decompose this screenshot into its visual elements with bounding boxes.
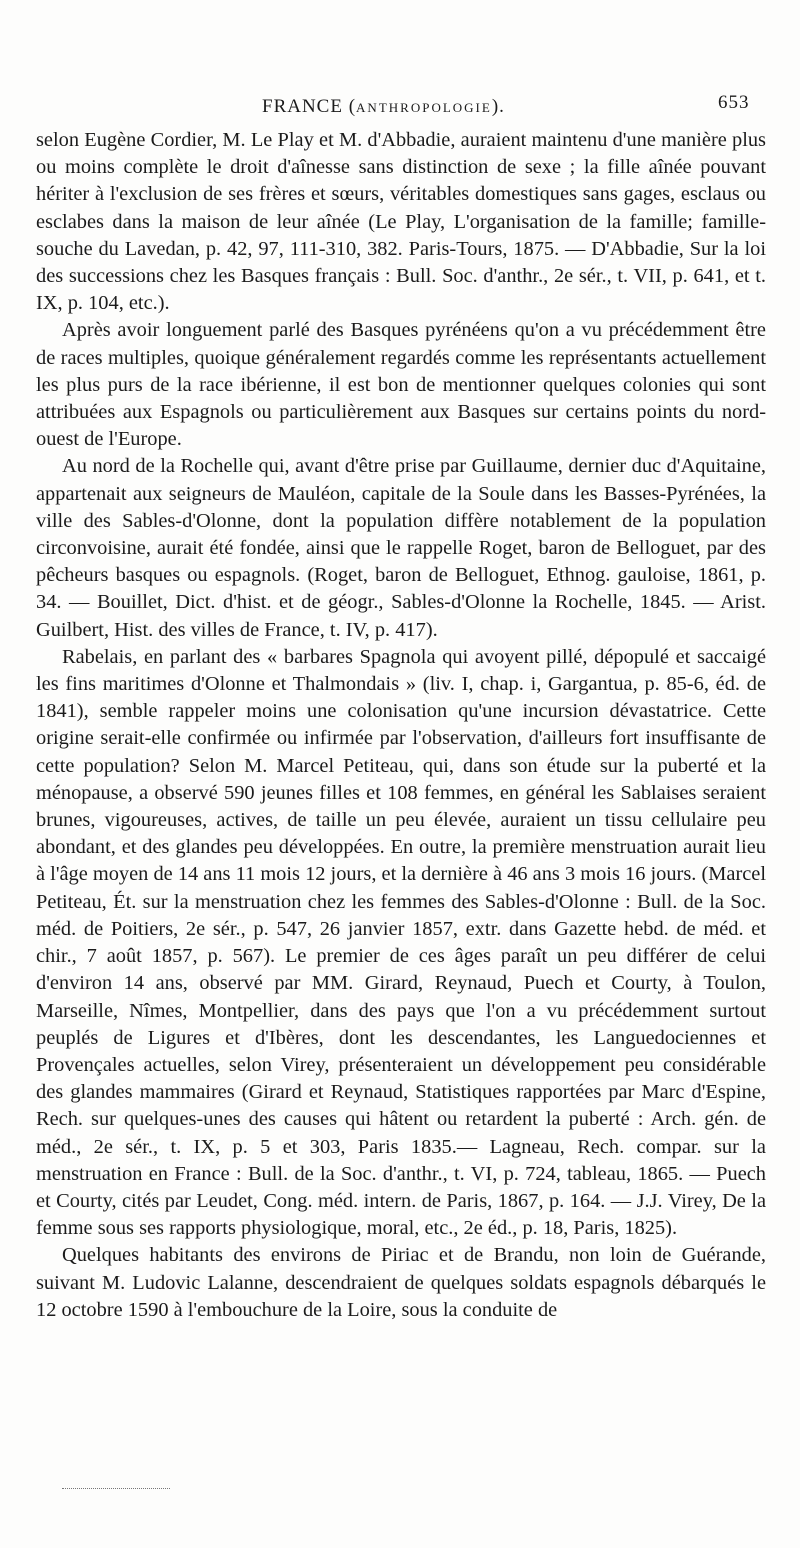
running-title [262, 96, 505, 118]
running-title-suffix: ). [491, 96, 505, 117]
page-number: 653 [718, 92, 750, 113]
footer-signature-mark [62, 1488, 170, 1489]
running-header [0, 92, 800, 122]
body-text [36, 127, 766, 1324]
running-title-prefix: FRANCE ( [262, 96, 357, 117]
paragraph-3: Au nord de la Rochelle qui, avant d'être prise par Guillaume, dernier duc d'Aquitaine, appartenait aux seigneurs de Mauléon, capitale de la Soule dans les Basses-Pyrénées, la ville des Sables-d'Olonne, dont la population diffère notablement de la population circonvoisine, aurait été fondée, ainsi que le rappelle Roget, baron de Belloguet, par des pêcheurs basques ou espagnols. (Roget, baron de Belloguet, Ethnog. gauloise, 1861, p. 34. — Bouillet, Dict. d'hist. et de géogr., Sables-d'Olonne la Rochelle, 1845. — Arist. Guilbert, Hist. des villes de France, t. IV, p. 417). [36, 455, 766, 641]
paragraph-2: Après avoir longuement parlé des Basques pyrénéens qu'on a vu précédemment être de races multiples, quoique généralement regardés comme les représentants actuellement les plus purs de la race ibérienne, il est bon de mentionner quelques colonies qui sont attribuées aux Espagnols ou particulièrement aux Basques sur certains points du nord-ouest de l'Europe. [36, 319, 766, 451]
paragraph-4: Rabelais, en parlant des « barbares Spagnola qui avoyent pillé, dépopulé et saccaigé les fins maritimes d'Olonne et Thalmondais » (liv. I, chap. i, Gargantua, p. 85-6, éd. de 1841), semble rappeler moins une colonisation qu'une incursion dévastatrice. Cette origine serait-elle confirmée ou infirmée par l'observation, d'ailleurs fort insuffisante de cette population? Selon M. Marcel Petiteau, qui, dans son étude sur la puberté et la ménopause, a observé 590 jeunes filles et 108 femmes, en général les Sablaises seraient brunes, vigoureuses, actives, de taille un peu élevée, auraient un tissu cellulaire peu abondant, et des glandes peu développées. En outre, la première menstruation aurait lieu à l'âge moyen de 14 ans 11 mois 12 jours, et la dernière à 46 ans 3 mois 16 jours. (Marcel Petiteau, Ét. sur la menstruation chez les femmes des Sables-d'Olonne : Bull. de la Soc. méd. de Poitiers, 2e sér., p. 547, 26 janvier 1857, extr. dans Gazette hebd. de méd. et chir., 7 août 1857, p. 567). Le premier de ces âges paraît un peu différer de celui d'environ 14 ans, observé par MM. Girard, Reynaud, Puech et Courty, à Toulon, Marseille, Nîmes, Montpellier, dans des pays que l'on a vu précédemment surtout peuplés de Ligures et d'Ibères, dont les descendantes, les Languedociennes et Provençales actuelles, selon Virey, présenteraient un développement peu considérable des glandes mammaires (Girard et Reynaud, Statistiques rapportées par Marc d'Espine, Rech. sur quelques-unes des causes qui hâtent ou retardent la puberté : Arch. gén. de méd., 2e sér., t. IX, p. 5 et 303, Paris 1835.— Lagneau, Rech. compar. sur la menstruation en France : Bull. de la Soc. d'anthr., t. VI, p. 724, tableau, 1865. — Puech et Courty, cités par Leudet, Cong. méd. intern. de Paris, 1867, p. 164. — J.J. Virey, De la femme sous ses rapports physiologique, moral, etc., 2e éd., p. 18, Paris, 1825). [36, 645, 767, 1240]
running-title-smallcaps: ANTHROPOLOGIE [356, 100, 492, 115]
paragraph-1: selon Eugène Cordier, M. Le Play et M. d'Abbadie, auraient maintenu d'une manière plus ou moins complète le droit d'aînesse sans distinction de sexe ; la fille aînée pouvant hériter à l'exclusion de ses frères et sœurs, véritables domestiques sans gages, esclaus ou esclabes dans la maison de leur aînée (Le Play, L'organisation de la famille; famille-souche du Lavedan, p. 42, 97, 111-310, 382. Paris-Tours, 1875. — D'Abbadie, Sur la loi des successions chez les Basques français : Bull. Soc. d'anthr., 2e sér., t. VII, p. 641, et t. IX, p. 104, etc.). [36, 129, 766, 315]
paragraph-5: Quelques habitants des environs de Piriac et de Brandu, non loin de Guérande, suivant M. Ludovic Lalanne, descendraient de quelques soldats espagnols débarqués le 12 octobre 1590 à l'embouchure de la Loire, sous la conduite de [36, 1244, 766, 1321]
